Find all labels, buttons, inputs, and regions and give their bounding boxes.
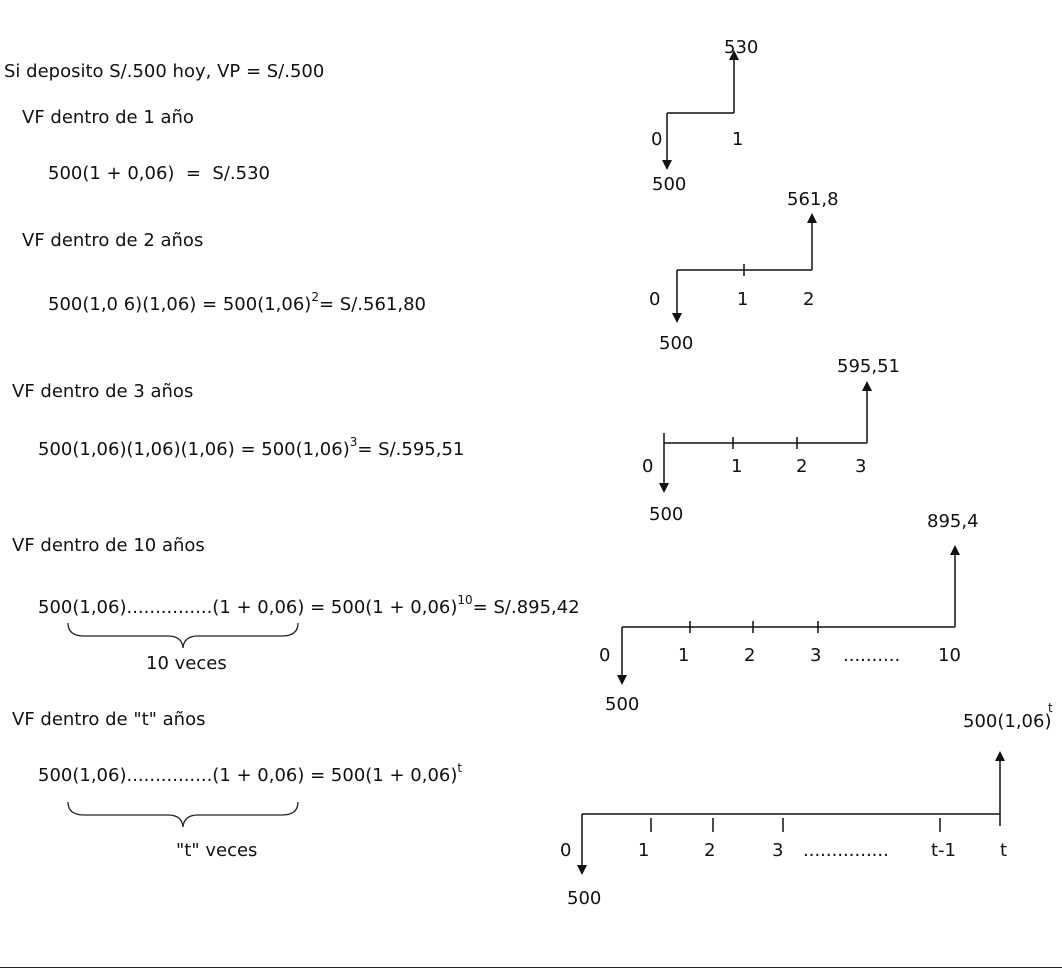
timeline-t-tick-0: 0 (560, 840, 572, 861)
timeline-2-tick-1: 1 (737, 289, 749, 310)
step-2-formula-main: 500(1,0 6)(1,06) = 500(1,06) (48, 294, 312, 315)
timeline-t-outflow-label: 500 (567, 888, 602, 909)
timeline-2-tick-0: 0 (649, 289, 661, 310)
step-3-formula-result: = S/.595,51 (357, 439, 465, 460)
step-3-heading: VF dentro de 3 años (12, 381, 194, 402)
step-2-formula-result: = S/.561,80 (318, 294, 426, 315)
step-1-heading: VF dentro de 1 año (22, 107, 194, 128)
timeline-t-tick-1: 1 (638, 840, 650, 861)
timeline-t-tick-3: 3 (772, 840, 784, 861)
timeline-1-outflow-label: 500 (652, 174, 687, 195)
timeline-t-ellipsis: ............... (803, 840, 889, 861)
timeline-3-outflow-label: 500 (649, 504, 684, 525)
step-2-heading: VF dentro de 2 años (22, 230, 204, 251)
step-t-brace-label: "t" veces (176, 840, 258, 861)
timeline-10-ellipsis: .......... (843, 645, 901, 666)
step-3-formula-main: 500(1,06)(1,06)(1,06) = 500(1,06) (38, 439, 350, 460)
step-10-heading: VF dentro de 10 años (12, 535, 205, 556)
timeline-10-tick-3: 3 (810, 645, 822, 666)
step-t-exponent: t (457, 761, 463, 775)
timeline-10-inflow-label: 895,4 (927, 511, 979, 532)
timeline-2-inflow-label: 561,8 (787, 189, 839, 210)
timeline-2-tick-2: 2 (803, 289, 815, 310)
timeline-10-tick-2: 2 (744, 645, 756, 666)
timeline-t-inflow-exponent: t (1048, 701, 1053, 715)
timeline-10-tick-0: 0 (599, 645, 611, 666)
step-10-formula-main: 500(1,06)...............(1 + 0,06) = 500(1 + 0,06) (38, 597, 458, 618)
intro-text: Si deposito S/.500 hoy, VP = S/.500 (4, 61, 325, 82)
step-2-exponent: 2 (311, 290, 319, 304)
step-t-formula-main: 500(1,06)...............(1 + 0,06) = 500(1 + 0,06) (38, 765, 458, 786)
timeline-3-tick-2: 2 (796, 456, 808, 477)
timeline-10-diagram (622, 550, 955, 680)
step-10-brace-label: 10 veces (146, 653, 227, 674)
timeline-10-outflow-label: 500 (605, 694, 640, 715)
step-1-formula: 500(1 + 0,06) = S/.530 (48, 163, 270, 184)
timeline-3-tick-3: 3 (855, 456, 867, 477)
timeline-3-tick-0: 0 (642, 456, 654, 477)
timeline-1-tick-0: 0 (651, 129, 663, 150)
timeline-t-inflow-label: 500(1,06) (963, 711, 1052, 732)
step-10-exponent: 10 (457, 593, 473, 607)
timeline-3-diagram (664, 386, 867, 488)
timeline-10-tick-1: 1 (678, 645, 690, 666)
timeline-1-tick-1: 1 (732, 129, 744, 150)
timeline-2-outflow-label: 500 (659, 333, 694, 354)
timeline-t-tick-2: 2 (704, 840, 716, 861)
timeline-3-tick-1: 1 (731, 456, 743, 477)
step-3-exponent: 3 (349, 435, 358, 449)
footer-divider (0, 967, 1062, 968)
step-10-formula-result: = S/.895,42 (472, 597, 580, 618)
timeline-t-tick-t-1: t-1 (931, 840, 957, 861)
timeline-1-inflow-label: 530 (724, 37, 759, 58)
timeline-10-tick-10: 10 (938, 645, 961, 666)
timeline-1-diagram (667, 55, 734, 165)
step-t-heading: VF dentro de "t" años (12, 709, 206, 730)
timeline-t-tick-t: t (1000, 840, 1008, 861)
timeline-3-inflow-label: 595,51 (837, 356, 900, 377)
